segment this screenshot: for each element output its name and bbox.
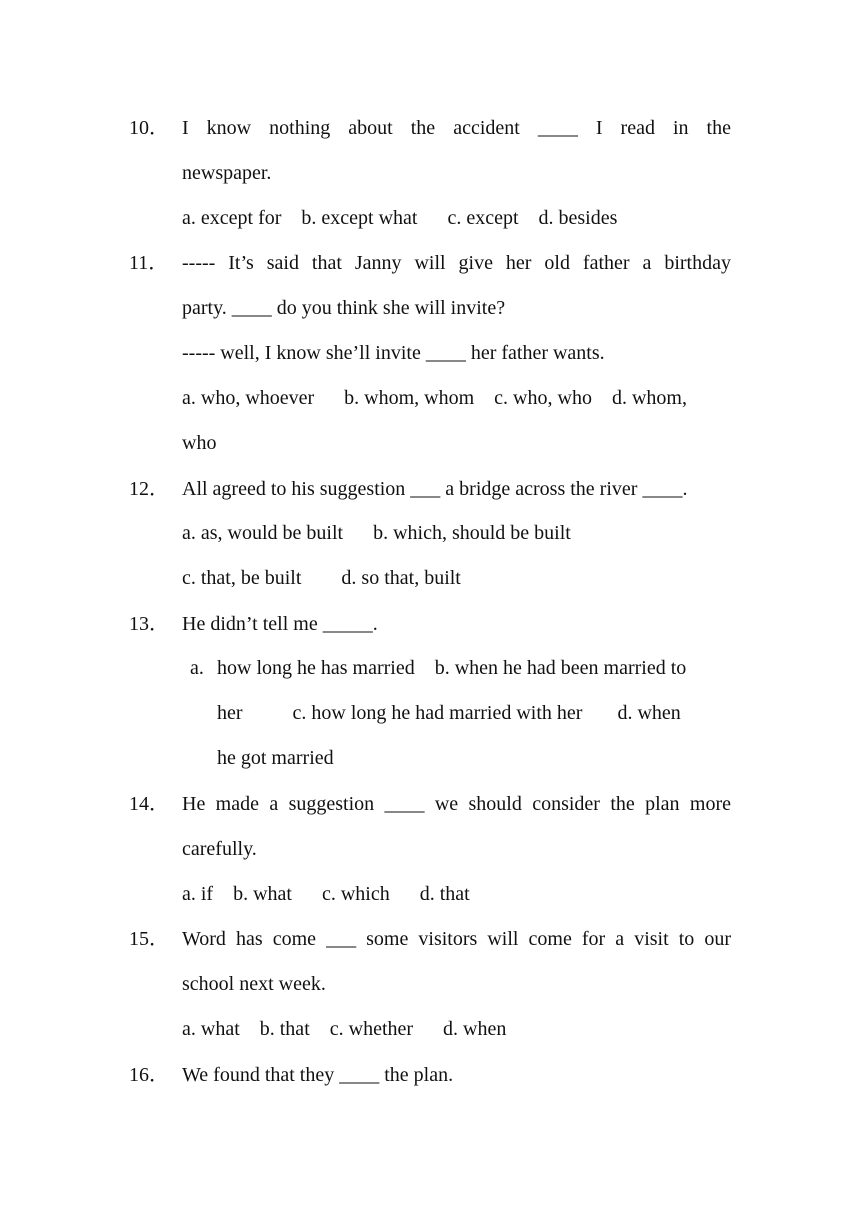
question-number: 16．	[129, 1064, 169, 1086]
question-text: We found that they ____ the plan.	[182, 1064, 454, 1086]
answer-options: her c. how long he had married with her d. when	[217, 702, 681, 724]
question-number: 14．	[129, 793, 169, 815]
answer-options: c. that, be built d. so that, built	[182, 567, 461, 589]
answer-options: a. who, whoever b. whom, whom c. who, who d. whom,	[182, 387, 687, 409]
question-text: ----- It’s said that Janny will give her old father a birthday	[182, 252, 731, 274]
question-text: All agreed to his suggestion ___ a bridge across the river ____.	[182, 478, 688, 500]
answer-options: who	[182, 432, 217, 454]
answer-options: how long he has married b. when he had been married to	[217, 657, 687, 679]
question-text: ----- well, I know she’ll invite ____ her father wants.	[182, 342, 605, 364]
question-number: 13．	[129, 613, 169, 635]
question-number: 10．	[129, 117, 169, 139]
question-text: Word has come ___ some visitors will come for a visit to our	[182, 928, 731, 950]
answer-options: a. if b. what c. which d. that	[182, 883, 470, 905]
question-text: I know nothing about the accident ____ I read in the	[182, 117, 731, 139]
answer-options: he got married	[217, 747, 334, 769]
question-text: newspaper.	[182, 162, 272, 184]
answer-options: a. except for b. except what c. except d. besides	[182, 207, 618, 229]
question-text: He made a suggestion ____ we should consider the plan more	[182, 793, 731, 815]
question-text: He didn’t tell me _____.	[182, 613, 378, 635]
question-number: 11．	[129, 252, 169, 274]
answer-options: a. what b. that c. whether d. when	[182, 1018, 507, 1040]
question-number: 12．	[129, 478, 169, 500]
question-text: school next week.	[182, 973, 326, 995]
question-text: party. ____ do you think she will invite?	[182, 297, 506, 319]
question-number: 15．	[129, 928, 169, 950]
answer-options: a. as, would be built b. which, should be built	[182, 522, 571, 544]
option-label: a.	[190, 657, 204, 679]
question-text: carefully.	[182, 838, 257, 860]
